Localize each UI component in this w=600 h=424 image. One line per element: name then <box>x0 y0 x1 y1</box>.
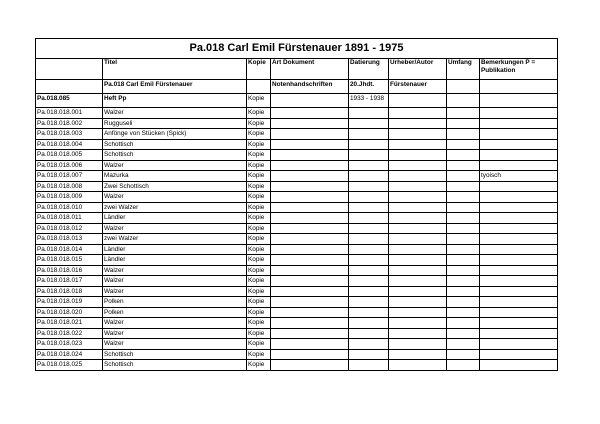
cell-bemerkungen <box>480 213 558 224</box>
cell-art-dokument <box>271 181 349 192</box>
cell-signatur: Pa.018.018.018 <box>36 286 103 297</box>
cell-urheber <box>389 265 447 276</box>
cell-kopie: Kopie <box>247 265 271 276</box>
cell-datierung <box>349 265 389 276</box>
cell-signatur: Pa.018.018.009 <box>36 192 103 203</box>
cell-titel: Walzer <box>103 108 247 119</box>
cell-bemerkungen <box>480 108 558 119</box>
cell-kopie: Kopie <box>247 318 271 329</box>
cell-umfang <box>447 286 480 297</box>
cell-urheber: Fürstenauer <box>389 80 447 94</box>
cell-bemerkungen <box>480 80 558 94</box>
cell-titel: Walzer <box>103 223 247 234</box>
cell-umfang <box>447 297 480 308</box>
cell-umfang <box>447 234 480 245</box>
cell-titel: Walzer <box>103 276 247 287</box>
cell-bemerkungen <box>480 265 558 276</box>
cell-kopie <box>247 80 271 94</box>
cell-kopie: Kopie <box>247 213 271 224</box>
cell-umfang <box>447 94 480 108</box>
column-header-row <box>36 59 558 80</box>
cell-datierung <box>349 192 389 203</box>
cell-umfang <box>447 181 480 192</box>
cell-kopie: Kopie <box>247 171 271 182</box>
cell-umfang <box>447 223 480 234</box>
cell-umfang <box>447 276 480 287</box>
column-header-urheber: Urheber/Autor <box>389 59 447 80</box>
cell-art-dokument <box>271 223 349 234</box>
cell-art-dokument <box>271 339 349 350</box>
cell-bemerkungen <box>480 150 558 161</box>
cell-art-dokument <box>271 171 349 182</box>
cell-urheber <box>389 129 447 140</box>
cell-umfang <box>447 80 480 94</box>
table-row <box>36 192 558 203</box>
cell-signatur: Pa.018.018.023 <box>36 339 103 350</box>
cell-kopie: Kopie <box>247 108 271 119</box>
cell-signatur: Pa.018.018.012 <box>36 223 103 234</box>
cell-titel: Walzer <box>103 286 247 297</box>
cell-signatur <box>36 80 103 94</box>
table-row <box>36 213 558 224</box>
cell-datierung <box>349 276 389 287</box>
cell-art-dokument <box>271 349 349 360</box>
cell-urheber <box>389 171 447 182</box>
column-header-signatur <box>36 59 103 80</box>
cell-titel: Walzer <box>103 265 247 276</box>
cell-datierung <box>349 118 389 129</box>
cell-art-dokument <box>271 160 349 171</box>
cell-titel: Rugguseli <box>103 118 247 129</box>
cell-bemerkungen <box>480 181 558 192</box>
cell-bemerkungen <box>480 129 558 140</box>
cell-art-dokument <box>271 286 349 297</box>
cell-datierung <box>349 360 389 371</box>
cell-kopie: Kopie <box>247 118 271 129</box>
cell-signatur: Pa.018.018.021 <box>36 318 103 329</box>
table-row <box>36 339 558 350</box>
cell-bemerkungen <box>480 244 558 255</box>
cell-urheber <box>389 339 447 350</box>
cell-signatur: Pa.018.018.014 <box>36 244 103 255</box>
cell-urheber <box>389 118 447 129</box>
cell-art-dokument <box>271 150 349 161</box>
cell-umfang <box>447 339 480 350</box>
cell-urheber <box>389 360 447 371</box>
cell-signatur: Pa.018.018.013 <box>36 234 103 245</box>
cell-titel: Heft Pp <box>103 94 247 108</box>
cell-titel: Ländler <box>103 255 247 266</box>
cell-kopie: Kopie <box>247 244 271 255</box>
cell-signatur: Pa.018.018.022 <box>36 328 103 339</box>
cell-kopie: Kopie <box>247 202 271 213</box>
cell-bemerkungen <box>480 202 558 213</box>
cell-kopie: Kopie <box>247 328 271 339</box>
cell-art-dokument <box>271 108 349 119</box>
cell-datierung <box>349 171 389 182</box>
cell-datierung <box>349 108 389 119</box>
cell-art-dokument <box>271 118 349 129</box>
cell-titel: Schottisch <box>103 150 247 161</box>
cell-bemerkungen <box>480 307 558 318</box>
cell-urheber <box>389 139 447 150</box>
cell-art-dokument <box>271 244 349 255</box>
cell-urheber <box>389 307 447 318</box>
cell-art-dokument <box>271 213 349 224</box>
cell-kopie: Kopie <box>247 94 271 108</box>
cell-urheber <box>389 150 447 161</box>
cell-art-dokument <box>271 318 349 329</box>
cell-bemerkungen <box>480 118 558 129</box>
cell-urheber <box>389 94 447 108</box>
table-row <box>36 265 558 276</box>
cell-bemerkungen <box>480 328 558 339</box>
cell-umfang <box>447 160 480 171</box>
column-header-umfang: Umfang <box>447 59 480 80</box>
page-title: Pa.018 Carl Emil Fürstenauer 1891 - 1975 <box>36 39 558 59</box>
cell-art-dokument <box>271 94 349 108</box>
cell-art-dokument <box>271 234 349 245</box>
cell-art-dokument <box>271 139 349 150</box>
cell-kopie: Kopie <box>247 360 271 371</box>
cell-kopie: Kopie <box>247 339 271 350</box>
cell-art-dokument <box>271 328 349 339</box>
cell-urheber <box>389 202 447 213</box>
cell-urheber <box>389 160 447 171</box>
cell-umfang <box>447 307 480 318</box>
cell-urheber <box>389 213 447 224</box>
cell-urheber <box>389 108 447 119</box>
column-header-titel: Titel <box>103 59 247 80</box>
cell-art-dokument <box>271 360 349 371</box>
cell-art-dokument <box>271 297 349 308</box>
cell-datierung <box>349 255 389 266</box>
cell-umfang <box>447 202 480 213</box>
table-row <box>36 129 558 140</box>
cell-datierung <box>349 244 389 255</box>
cell-kopie: Kopie <box>247 192 271 203</box>
cell-signatur: Pa.018.018.010 <box>36 202 103 213</box>
table-row <box>36 150 558 161</box>
cell-urheber <box>389 276 447 287</box>
cell-kopie: Kopie <box>247 150 271 161</box>
cell-kopie: Kopie <box>247 181 271 192</box>
cell-datierung <box>349 139 389 150</box>
cell-signatur: Pa.018.018.016 <box>36 265 103 276</box>
cell-datierung <box>349 297 389 308</box>
cell-bemerkungen <box>480 160 558 171</box>
cell-bemerkungen <box>480 223 558 234</box>
cell-datierung <box>349 223 389 234</box>
cell-art-dokument <box>271 255 349 266</box>
cell-bemerkungen <box>480 339 558 350</box>
cell-kopie: Kopie <box>247 297 271 308</box>
cell-kopie: Kopie <box>247 223 271 234</box>
cell-datierung <box>349 213 389 224</box>
cell-umfang <box>447 255 480 266</box>
table-row <box>36 255 558 266</box>
cell-bemerkungen <box>480 286 558 297</box>
cell-signatur: Pa.018.018.017 <box>36 276 103 287</box>
cell-titel: zwei Walzer <box>103 202 247 213</box>
cell-bemerkungen <box>480 276 558 287</box>
cell-bemerkungen <box>480 94 558 108</box>
cell-umfang <box>447 328 480 339</box>
cell-signatur: Pa.018.018.002 <box>36 118 103 129</box>
cell-datierung <box>349 129 389 140</box>
inventory-table <box>35 38 558 371</box>
cell-umfang <box>447 244 480 255</box>
collection-row <box>36 80 558 94</box>
cell-umfang <box>447 265 480 276</box>
cell-signatur: Pa.018.018.008 <box>36 181 103 192</box>
cell-titel: Ländler <box>103 213 247 224</box>
cell-art-dokument <box>271 276 349 287</box>
cell-umfang <box>447 129 480 140</box>
table-row <box>36 328 558 339</box>
cell-titel: Walzer <box>103 318 247 329</box>
table-row <box>36 108 558 119</box>
table-row <box>36 286 558 297</box>
cell-kopie: Kopie <box>247 129 271 140</box>
table-row <box>36 223 558 234</box>
cell-signatur: Pa.018.085 <box>36 94 103 108</box>
cell-kopie: Kopie <box>247 234 271 245</box>
cell-kopie: Kopie <box>247 286 271 297</box>
cell-urheber <box>389 318 447 329</box>
cell-umfang <box>447 108 480 119</box>
document-sheet <box>35 38 557 371</box>
cell-titel: Schottisch <box>103 139 247 150</box>
cell-umfang <box>447 171 480 182</box>
cell-datierung <box>349 339 389 350</box>
cell-datierung <box>349 307 389 318</box>
column-header-art-dokument: Art Dokument <box>271 59 349 80</box>
cell-umfang <box>447 118 480 129</box>
cell-urheber <box>389 297 447 308</box>
cell-signatur: Pa.018.018.011 <box>36 213 103 224</box>
cell-bemerkungen <box>480 255 558 266</box>
table-row <box>36 349 558 360</box>
cell-art-dokument <box>271 307 349 318</box>
cell-art-dokument <box>271 202 349 213</box>
cell-signatur: Pa.018.018.007 <box>36 171 103 182</box>
cell-titel: Anfönge von Stücken (Spick) <box>103 129 247 140</box>
cell-urheber <box>389 328 447 339</box>
cell-datierung <box>349 234 389 245</box>
cell-umfang <box>447 150 480 161</box>
table-row <box>36 318 558 329</box>
cell-bemerkungen <box>480 234 558 245</box>
table-row <box>36 307 558 318</box>
cell-signatur: Pa.018.018.003 <box>36 129 103 140</box>
cell-bemerkungen <box>480 139 558 150</box>
cell-kopie: Kopie <box>247 349 271 360</box>
cell-urheber <box>389 349 447 360</box>
cell-titel: Zwei Schottisch <box>103 181 247 192</box>
cell-kopie: Kopie <box>247 307 271 318</box>
cell-titel: Schottisch <box>103 360 247 371</box>
cell-datierung <box>349 160 389 171</box>
cell-datierung: 1933 - 1938 <box>349 94 389 108</box>
cell-kopie: Kopie <box>247 276 271 287</box>
cell-bemerkungen: tyoisch <box>480 171 558 182</box>
cell-datierung <box>349 349 389 360</box>
cell-umfang <box>447 318 480 329</box>
cell-signatur: Pa.018.018.006 <box>36 160 103 171</box>
cell-kopie: Kopie <box>247 139 271 150</box>
cell-signatur: Pa.018.018.005 <box>36 150 103 161</box>
cell-titel: Walzer <box>103 160 247 171</box>
column-header-kopie: Kopie <box>247 59 271 80</box>
cell-kopie: Kopie <box>247 160 271 171</box>
cell-signatur: Pa.018.018.019 <box>36 297 103 308</box>
cell-urheber <box>389 234 447 245</box>
cell-umfang <box>447 192 480 203</box>
cell-urheber <box>389 255 447 266</box>
cell-titel: Pa.018 Carl Emil Fürstenauer <box>103 80 247 94</box>
cell-bemerkungen <box>480 318 558 329</box>
table-row <box>36 360 558 371</box>
cell-signatur: Pa.018.018.025 <box>36 360 103 371</box>
cell-datierung <box>349 328 389 339</box>
table-row <box>36 118 558 129</box>
cell-titel: Polken <box>103 297 247 308</box>
cell-signatur: Pa.018.018.001 <box>36 108 103 119</box>
table-row <box>36 139 558 150</box>
cell-umfang <box>447 349 480 360</box>
cell-datierung <box>349 318 389 329</box>
table-row <box>36 181 558 192</box>
column-header-datierung: Datierung <box>349 59 389 80</box>
cell-titel: Walzer <box>103 192 247 203</box>
cell-art-dokument <box>271 129 349 140</box>
cell-bemerkungen <box>480 297 558 308</box>
table-row <box>36 234 558 245</box>
cell-titel: Walzer <box>103 328 247 339</box>
cell-signatur: Pa.018.018.024 <box>36 349 103 360</box>
cell-urheber <box>389 244 447 255</box>
cell-signatur: Pa.018.018.020 <box>36 307 103 318</box>
cell-umfang <box>447 139 480 150</box>
column-header-bemerkungen: Bemerkungen P = Publikation <box>480 59 558 80</box>
cell-titel: Polken <box>103 307 247 318</box>
cell-titel: Walzer <box>103 339 247 350</box>
table-row <box>36 297 558 308</box>
cell-signatur: Pa.018.018.015 <box>36 255 103 266</box>
cell-datierung: 20.Jhdt. <box>349 80 389 94</box>
cell-kopie: Kopie <box>247 255 271 266</box>
cell-art-dokument <box>271 265 349 276</box>
cell-datierung <box>349 286 389 297</box>
cell-titel: Ländler <box>103 244 247 255</box>
table-row <box>36 202 558 213</box>
cell-titel: Schottisch <box>103 349 247 360</box>
cell-art-dokument: Notenhandschriften <box>271 80 349 94</box>
cell-urheber <box>389 286 447 297</box>
table-row <box>36 171 558 182</box>
table-row <box>36 244 558 255</box>
cell-art-dokument <box>271 192 349 203</box>
cell-datierung <box>349 181 389 192</box>
cell-bemerkungen <box>480 349 558 360</box>
cell-titel: zwei Walzer <box>103 234 247 245</box>
heft-row <box>36 94 558 108</box>
cell-urheber <box>389 223 447 234</box>
cell-umfang <box>447 360 480 371</box>
cell-bemerkungen <box>480 360 558 371</box>
cell-datierung <box>349 202 389 213</box>
cell-signatur: Pa.018.018.004 <box>36 139 103 150</box>
table-row <box>36 276 558 287</box>
cell-bemerkungen <box>480 192 558 203</box>
cell-umfang <box>447 213 480 224</box>
table-row <box>36 160 558 171</box>
cell-titel: Mazurka <box>103 171 247 182</box>
cell-datierung <box>349 150 389 161</box>
cell-urheber <box>389 192 447 203</box>
cell-urheber <box>389 181 447 192</box>
